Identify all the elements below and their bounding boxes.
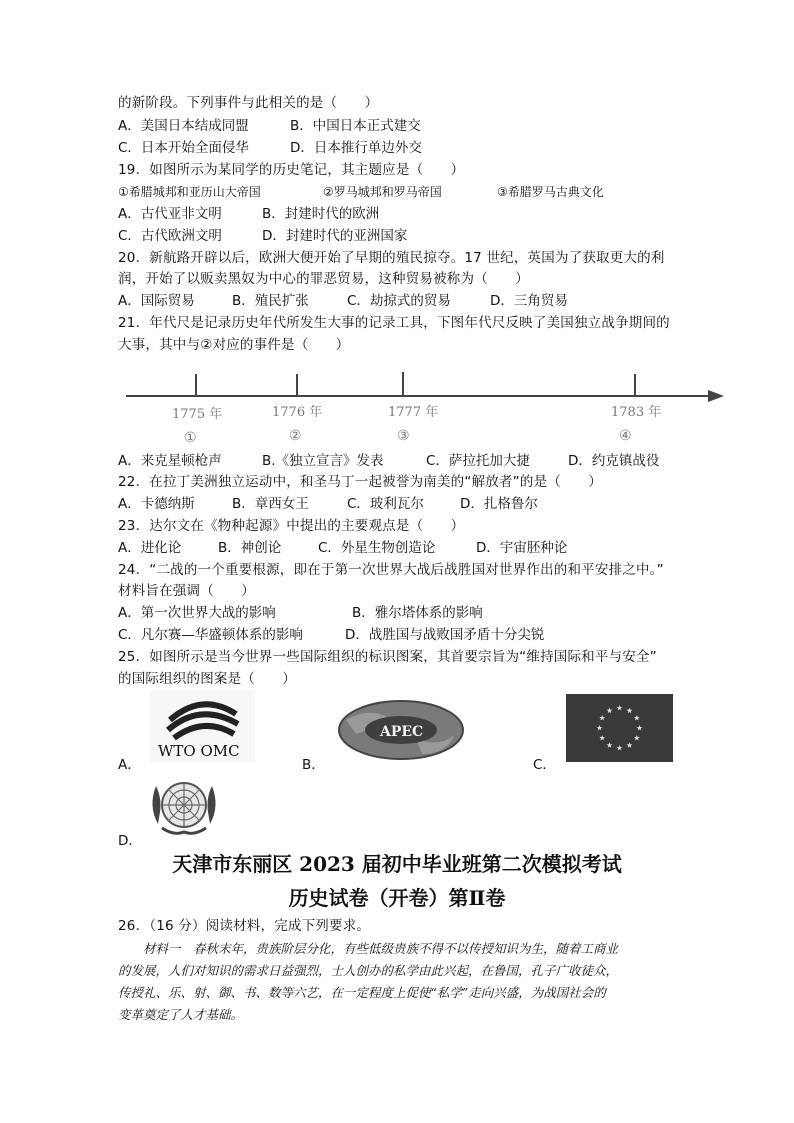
q25-option-c: C． bbox=[533, 757, 556, 773]
wto-logo-icon bbox=[150, 690, 255, 762]
q20-option-b: B．殖民扩张 bbox=[232, 293, 309, 309]
q22-option-d: D．扎格鲁尔 bbox=[460, 496, 538, 512]
q21-stem-line1: 21．年代尺是记录历史年代所发生大事的记录工具，下图年代尺反映了美国独立战争期间的 bbox=[118, 315, 670, 331]
q22-option-c: C．玻利瓦尔 bbox=[347, 496, 424, 512]
q19-option-a: A．古代亚非文明 bbox=[118, 206, 222, 222]
timeline-mark-1: ① bbox=[184, 430, 197, 446]
q18-option-d: D．日本推行单边外交 bbox=[290, 140, 422, 156]
q26-material-line1: 材料一 春秋末年，贵族阶层分化，有些低级贵族不得不以传授知识为生，随着工商业 bbox=[118, 941, 619, 956]
section2-subtitle: 历史试卷（开卷）第Ⅱ卷 bbox=[288, 886, 506, 910]
timeline-mark-3: ③ bbox=[397, 428, 410, 444]
timeline-year-1: 1775 年 bbox=[172, 407, 223, 422]
q19-note-2: ②罗马城邦和罗马帝国 bbox=[323, 185, 442, 199]
timeline-mark-2: ② bbox=[289, 428, 302, 444]
q21-stem-line2: 大事，其中与②对应的事件是（ ） bbox=[118, 337, 350, 353]
q26-material-line4: 变革奠定了人才基础。 bbox=[118, 1007, 244, 1022]
q20-option-a: A．国际贸易 bbox=[118, 293, 195, 309]
wto-text: WTO OMC bbox=[158, 742, 240, 760]
q25-option-b: B． bbox=[302, 757, 325, 773]
timeline-diagram bbox=[120, 362, 730, 448]
q23-stem: 23．达尔文在《物种起源》中提出的主要观点是（ ） bbox=[118, 518, 465, 534]
q24-stem-line2: 材料旨在强调（ ） bbox=[118, 583, 255, 599]
q22-option-a: A．卡德纳斯 bbox=[118, 496, 195, 512]
un-emblem-icon bbox=[144, 772, 224, 838]
q24-option-b: B．雅尔塔体系的影响 bbox=[352, 605, 483, 621]
q26-material-line2: 的发展，人们对知识的需求日益强烈，士人创办的私学由此兴起，在鲁国，孔子广收徒众， bbox=[118, 963, 619, 978]
q18-option-a: A．美国日本结成同盟 bbox=[118, 118, 249, 134]
eu-flag-icon bbox=[566, 694, 673, 762]
q22-stem: 22．在拉丁美洲独立运动中，和圣马丁一起被誉为南美的“解放者”的是（ ） bbox=[118, 474, 603, 490]
q21-option-d: D．约克镇战役 bbox=[568, 453, 660, 469]
timeline-year-3: 1777 年 bbox=[388, 405, 439, 420]
q22-option-b: B．章西女王 bbox=[232, 496, 309, 512]
apec-text: APEC bbox=[380, 724, 424, 740]
q19-option-b: B．封建时代的欧洲 bbox=[262, 206, 380, 222]
q23-option-b: B．神创论 bbox=[218, 540, 282, 556]
q18-stem-end: 的新阶段。下列事件与此相关的是（ ） bbox=[118, 95, 379, 111]
q24-stem-line1: 24．“二战的一个重要根源，即在于第一次世界大战后战胜国对世界作出的和平安排之中。” bbox=[118, 562, 664, 578]
timeline-arrow-icon bbox=[708, 390, 724, 402]
q23-option-d: D．宇宙胚种论 bbox=[476, 540, 568, 556]
q21-option-c: C．萨拉托加大捷 bbox=[426, 453, 530, 469]
q20-option-c: C．劫掠式的贸易 bbox=[347, 293, 451, 309]
q26-material-line3: 传授礼、乐、射、御、书、数等六艺，在一定程度上促使“私学”走向兴盛，为战国社会的 bbox=[118, 985, 606, 1000]
q21-option-b: B.《独立宣言》发表 bbox=[262, 453, 384, 469]
q19-stem: 19．如图所示为某同学的历史笔记，其主题应是（ ） bbox=[118, 162, 465, 178]
section2-title: 天津市东丽区 2023 届初中毕业班第二次模拟考试 bbox=[172, 852, 622, 876]
timeline-year-4: 1783 年 bbox=[611, 405, 662, 420]
timeline-mark-4: ④ bbox=[619, 428, 632, 444]
eu-flag-field bbox=[566, 694, 673, 762]
q23-option-c: C．外星生物创造论 bbox=[318, 540, 436, 556]
q25-option-a: A． bbox=[118, 757, 141, 773]
q24-option-c: C．凡尔赛—华盛顿体系的影响 bbox=[118, 627, 303, 643]
timeline-year-2: 1776 年 bbox=[272, 405, 323, 420]
q19-option-c: C．古代欧洲文明 bbox=[118, 228, 222, 244]
q19-note-3: ③希腊罗马古典文化 bbox=[497, 185, 604, 199]
q25-stem-line2: 的国际组织的图案是（ ） bbox=[118, 671, 297, 687]
q24-option-d: D．战胜国与战败国矛盾十分尖锐 bbox=[345, 627, 545, 643]
q18-option-c: C．日本开始全面侵华 bbox=[118, 140, 249, 156]
q19-note-1: ①希腊城邦和亚历山大帝国 bbox=[118, 185, 261, 199]
q18-option-b: B．中国日本正式建交 bbox=[290, 118, 421, 134]
apec-logo-icon bbox=[336, 698, 466, 762]
q19-option-d: D．封建时代的亚洲国家 bbox=[262, 228, 408, 244]
q25-option-d: D． bbox=[118, 833, 142, 849]
q20-stem-line1: 20．新航路开辟以后，欧洲大便开始了早期的殖民掠夺。17 世纪，英国为了获取更大的利 bbox=[118, 250, 665, 266]
q24-option-a: A．第一次世界大战的影响 bbox=[118, 605, 276, 621]
q25-stem-line1: 25．如图所示是当今世界一些国际组织的标识图案，其首要宗旨为“维持国际和平与安全” bbox=[118, 649, 657, 665]
q23-option-a: A．进化论 bbox=[118, 540, 182, 556]
q26-stem: 26．（16 分）阅读材料，完成下列要求。 bbox=[118, 918, 371, 934]
q20-stem-line2: 润，开始了以贩卖黑奴为中心的罪恶贸易，这种贸易被称为（ ） bbox=[118, 271, 529, 287]
q20-option-d: D．三角贸易 bbox=[490, 293, 568, 309]
q21-option-a: A．来克星顿枪声 bbox=[118, 453, 222, 469]
